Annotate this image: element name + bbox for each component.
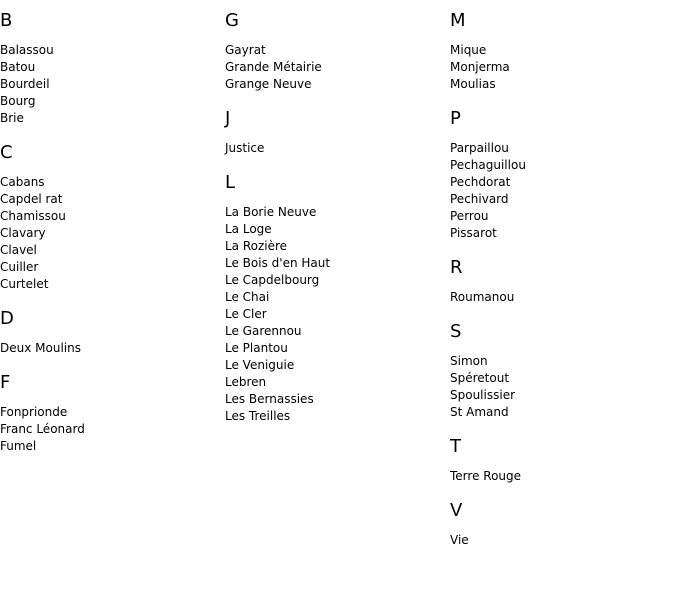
list-item: Le Veniguie	[225, 358, 295, 372]
list-item: Fumel	[0, 439, 37, 453]
list-item: La Loge	[225, 222, 272, 236]
list-item: Pissarot	[450, 226, 497, 240]
list-item: Deux Moulins	[0, 341, 81, 355]
group-item-list	[450, 289, 675, 306]
group-item-list	[450, 532, 675, 549]
group-letter-heading: C	[0, 142, 13, 163]
list-item: Parpaillou	[450, 141, 509, 155]
list-item: Fonprionde	[0, 405, 68, 419]
group-letter-heading: M	[450, 10, 466, 31]
index-group	[450, 108, 675, 242]
list-item: Roumanou	[450, 290, 515, 304]
list-item: Bourdeil	[0, 77, 50, 91]
list-item: Moulias	[450, 77, 496, 91]
list-item: Spéretout	[450, 371, 510, 385]
index-group	[450, 10, 675, 93]
group-item-list	[450, 42, 675, 93]
alphabetical-index	[0, 10, 675, 609]
group-item-list	[450, 353, 675, 421]
list-item: Grande Métairie	[225, 60, 322, 74]
group-letter-heading: F	[0, 372, 11, 393]
list-item: Pechivard	[450, 192, 509, 206]
list-item: Le Cler	[225, 307, 267, 321]
list-item: Les Bernassies	[225, 392, 314, 406]
group-item-list	[225, 140, 450, 157]
group-letter-heading: R	[450, 257, 463, 278]
list-item: Monjerma	[450, 60, 510, 74]
index-group	[0, 308, 225, 357]
list-item: Perrou	[450, 209, 489, 223]
list-item: Grange Neuve	[225, 77, 312, 91]
group-letter-heading: T	[450, 436, 461, 457]
list-item: Le Chai	[225, 290, 270, 304]
index-group	[450, 500, 675, 549]
list-item: Curtelet	[0, 277, 49, 291]
index-column	[0, 10, 225, 470]
group-item-list	[0, 340, 225, 357]
index-group	[225, 10, 450, 93]
list-item: Lebren	[225, 375, 267, 389]
list-item: Balassou	[0, 43, 54, 57]
list-item: Le Bois d'en Haut	[225, 256, 331, 270]
group-letter-heading: P	[450, 108, 461, 129]
group-letter-heading: D	[0, 308, 14, 329]
list-item: Brie	[0, 111, 24, 125]
index-group	[0, 142, 225, 293]
group-item-list	[0, 404, 225, 455]
list-item: La Rozière	[225, 239, 288, 253]
list-item: Franc Léonard	[0, 422, 85, 436]
list-item: Gayrat	[225, 43, 266, 57]
index-group	[450, 436, 675, 485]
list-item: Vie	[450, 533, 469, 547]
list-item: Chamissou	[0, 209, 66, 223]
list-item: La Borie Neuve	[225, 205, 317, 219]
group-letter-heading: V	[450, 500, 463, 521]
group-letter-heading: G	[225, 10, 239, 31]
group-letter-heading: L	[225, 172, 236, 193]
list-item: Mique	[450, 43, 487, 57]
list-item: Terre Rouge	[450, 469, 522, 483]
list-item: Le Garennou	[225, 324, 302, 338]
group-item-list	[225, 42, 450, 93]
list-item: Pechdorat	[450, 175, 511, 189]
index-column	[450, 10, 675, 564]
group-item-list	[450, 140, 675, 242]
list-item: Cuiller	[0, 260, 39, 274]
list-item: Simon	[450, 354, 488, 368]
group-letter-heading: B	[0, 10, 13, 31]
group-item-list	[0, 42, 225, 127]
group-item-list	[450, 468, 675, 485]
group-letter-heading: S	[450, 321, 462, 342]
index-group	[450, 257, 675, 306]
index-column	[225, 10, 450, 440]
list-item: Spoulissier	[450, 388, 516, 402]
index-group	[450, 321, 675, 421]
list-item: Le Plantou	[225, 341, 288, 355]
list-item: Le Capdelbourg	[225, 273, 320, 287]
list-item: Batou	[0, 60, 36, 74]
list-item: Les Treilles	[225, 409, 291, 423]
list-item: Pechaguillou	[450, 158, 526, 172]
index-group	[0, 372, 225, 455]
list-item: Justice	[225, 141, 265, 155]
group-item-list	[225, 204, 450, 425]
group-item-list	[0, 174, 225, 293]
list-item: Clavel	[0, 243, 37, 257]
list-item: Capdel rat	[0, 192, 63, 206]
index-group	[225, 172, 450, 425]
list-item: Clavary	[0, 226, 46, 240]
group-letter-heading: J	[225, 108, 231, 129]
index-group	[0, 10, 225, 127]
list-item: St Amand	[450, 405, 509, 419]
list-item: Cabans	[0, 175, 45, 189]
index-group	[225, 108, 450, 157]
list-item: Bourg	[0, 94, 36, 108]
